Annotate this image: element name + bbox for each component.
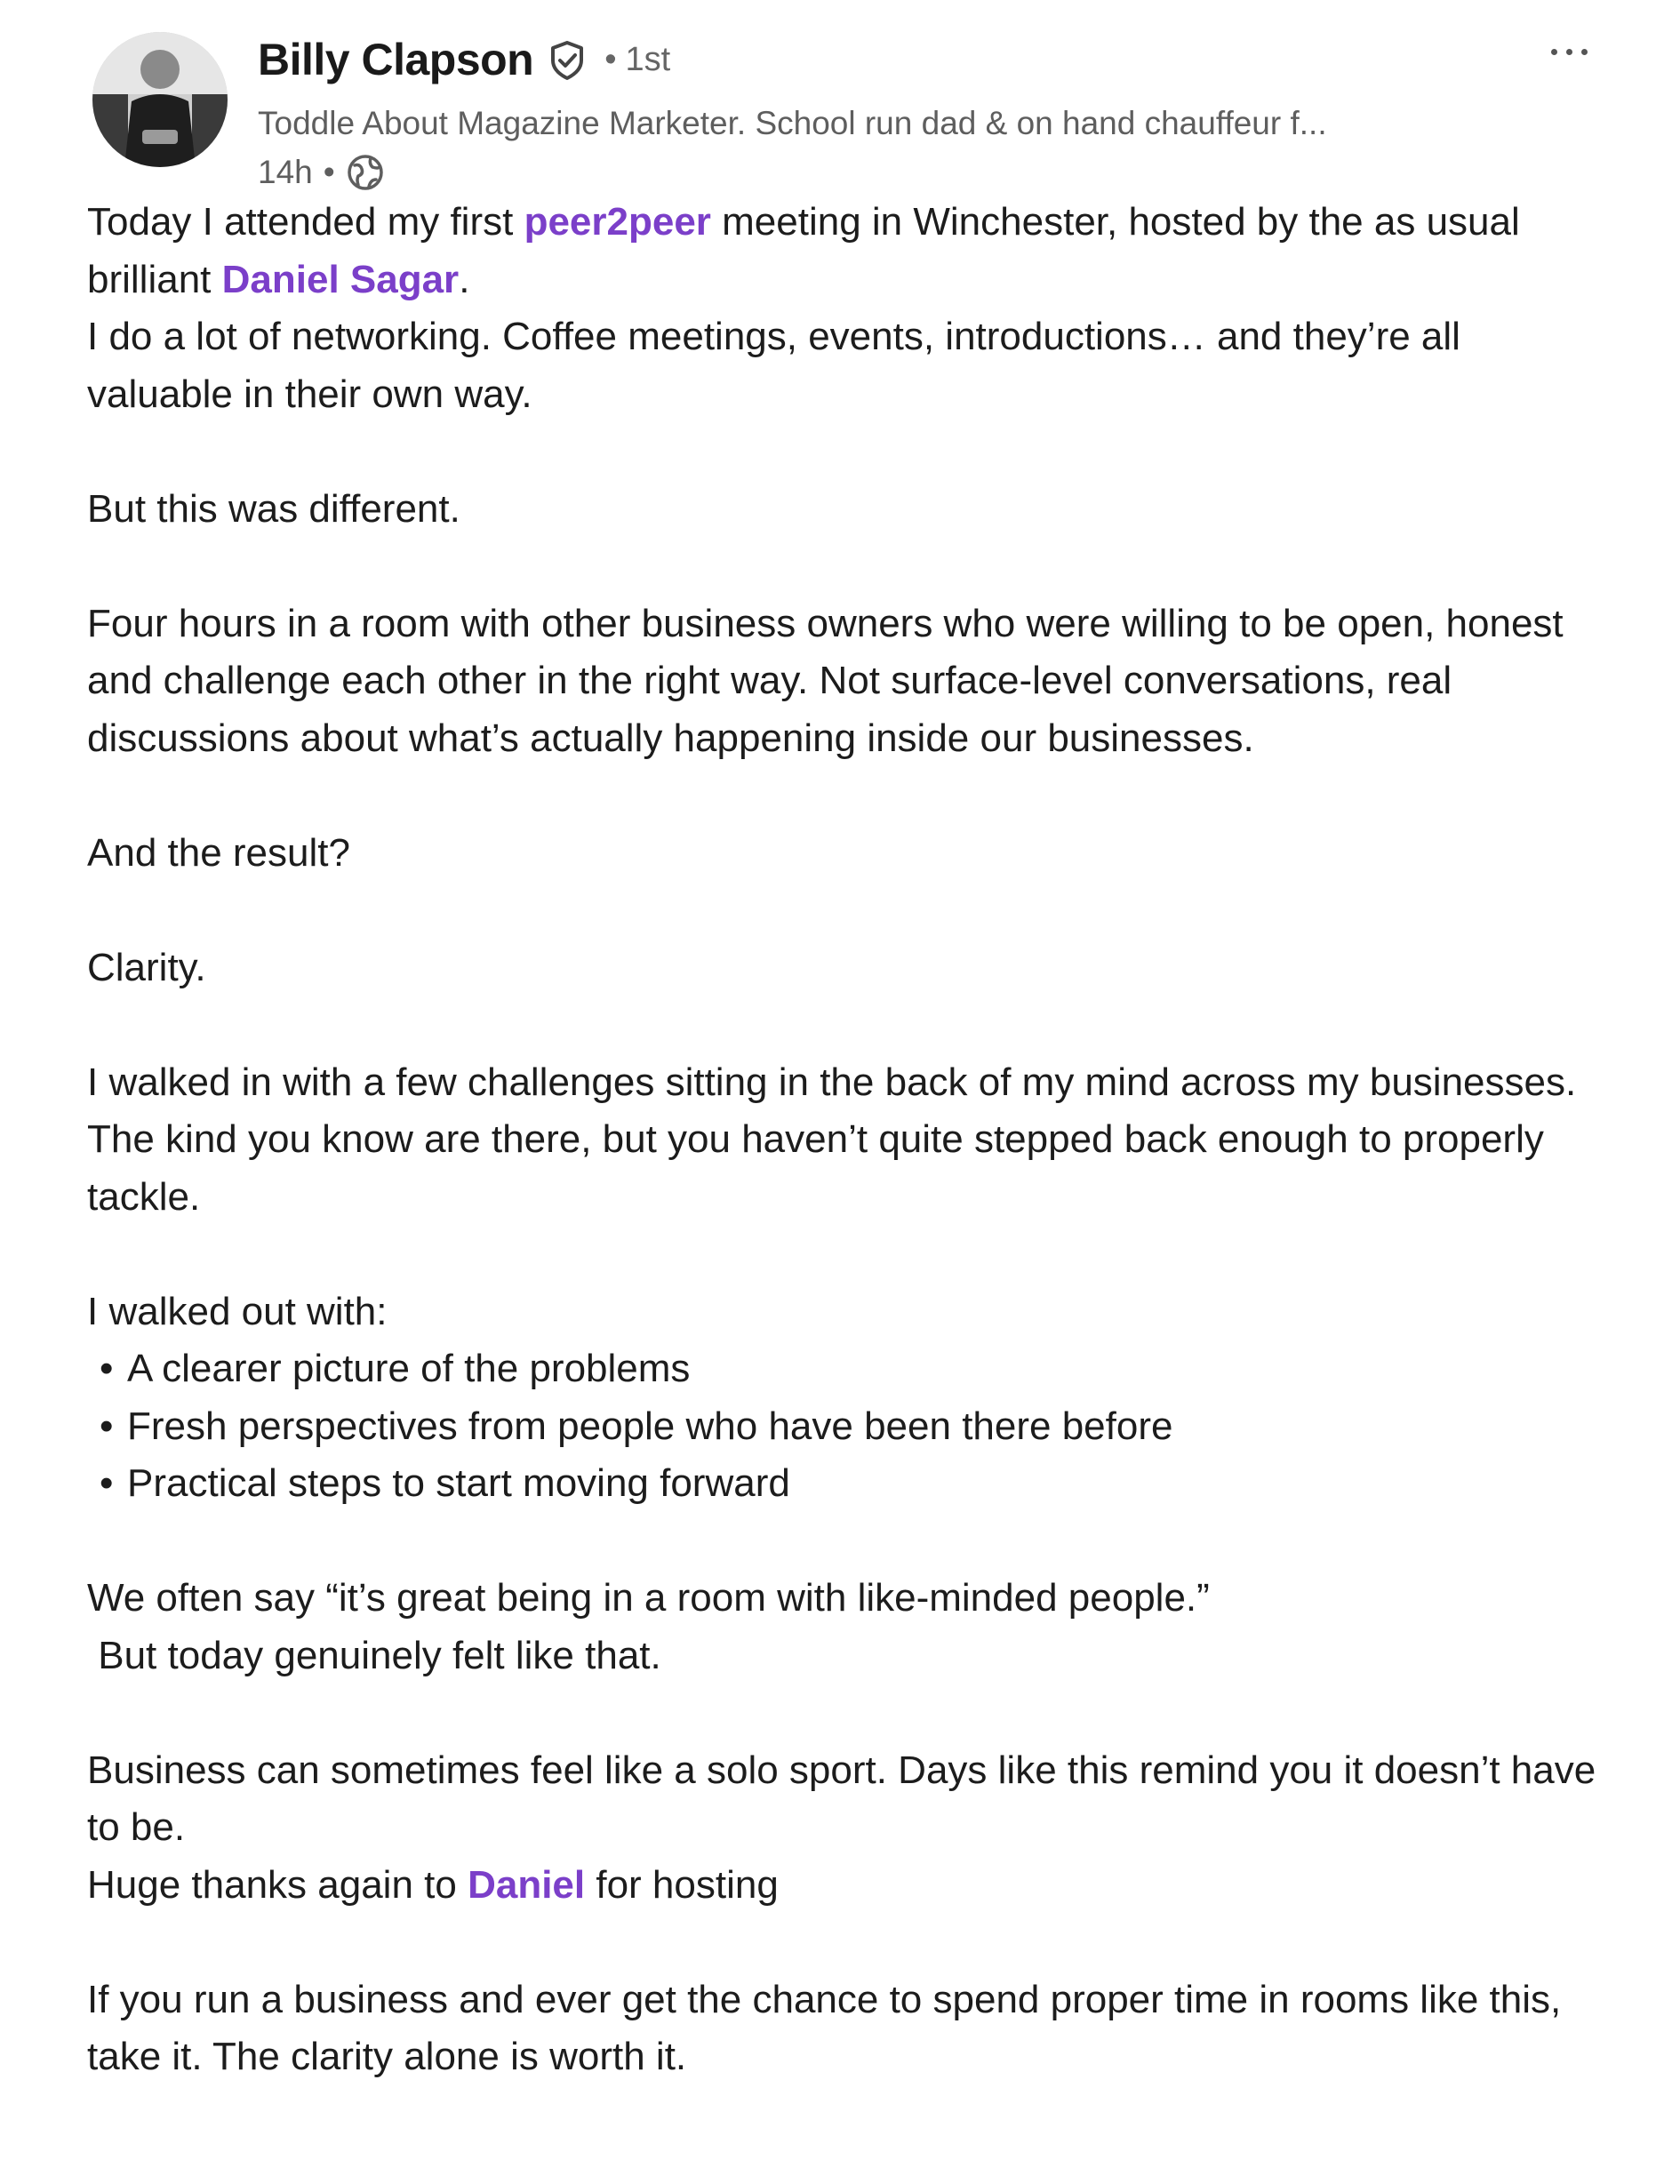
globe-icon	[346, 153, 385, 192]
post-body	[87, 194, 1598, 2086]
post-meta	[258, 153, 385, 192]
more-horizontal-icon	[1581, 49, 1588, 55]
avatar-photo	[92, 32, 228, 167]
post-header	[89, 27, 1600, 190]
avatar[interactable]	[92, 32, 228, 167]
connection-degree: 1st	[625, 40, 671, 78]
post-paragraph: I walked out with:	[87, 1289, 388, 1333]
post-paragraph: Business can sometimes feel like a solo sport. Days like this remind you it doesn’t have to be.	[87, 1748, 1596, 1849]
more-horizontal-icon	[1566, 49, 1572, 55]
post-paragraph	[87, 194, 1598, 308]
post-paragraph	[87, 1857, 1598, 1915]
author-name-row	[258, 30, 670, 89]
post-paragraph: If you run a business and ever get the chance to spend proper time in rooms like this, take it. The clarity alone is worth it.	[87, 1977, 1562, 2078]
degree-separator: •	[604, 40, 617, 78]
post-paragraph: Clarity.	[87, 945, 206, 989]
post-paragraph: And the result?	[87, 830, 350, 875]
text-segment: for hosting	[585, 1862, 779, 1907]
author-headline: Toddle About Magazine Marketer. School run dad & on hand chauffeur f...	[258, 105, 1327, 141]
list-item: • A clearer picture of the problems	[87, 1340, 1598, 1398]
mention-link-daniel-sagar[interactable]: Daniel Sagar	[221, 257, 460, 301]
author-name[interactable]: Billy Clapson	[258, 35, 534, 84]
post-paragraph: I do a lot of networking. Coffee meetings, events, introductions… and they’re all valuable in their own way.	[87, 315, 1460, 416]
text-segment: .	[459, 257, 470, 301]
mention-link-peer2peer[interactable]: peer2peer	[524, 200, 711, 244]
text-segment: Huge thanks again to	[87, 1862, 468, 1907]
mention-link-daniel[interactable]: Daniel	[468, 1862, 586, 1907]
post-paragraph: But today genuinely felt like that.	[87, 1633, 661, 1677]
post-paragraph: We often say “it’s great being in a room with like-minded people.”	[87, 1576, 1210, 1620]
more-options-button[interactable]	[1538, 34, 1600, 69]
list-item: • Fresh perspectives from people who have been there before	[87, 1398, 1598, 1456]
post-paragraph: I walked in with a few challenges sitting in the back of my mind across my businesses. The kind you know are there, but you haven’t quite stepped back enough to properly tackle.	[87, 1060, 1577, 1219]
verified-shield-icon	[546, 39, 588, 82]
post-time: 14h	[258, 154, 313, 190]
post-paragraph: But this was different.	[87, 486, 460, 531]
time-separator: •	[323, 154, 335, 190]
bullet-list	[87, 1340, 1598, 1513]
list-item: • Practical steps to start moving forward	[87, 1455, 1598, 1513]
text-segment: meeting in Winchester, hosted by the as usual brilliant	[87, 200, 1520, 301]
more-horizontal-icon	[1551, 49, 1557, 55]
post-paragraph: Four hours in a room with other business owners who were willing to be open, honest and challenge each other in the right way. Not surface-level conversations, real discussions about what’s actually happening inside our businesses.	[87, 601, 1564, 760]
text-segment: Today I attended my first	[87, 200, 524, 244]
